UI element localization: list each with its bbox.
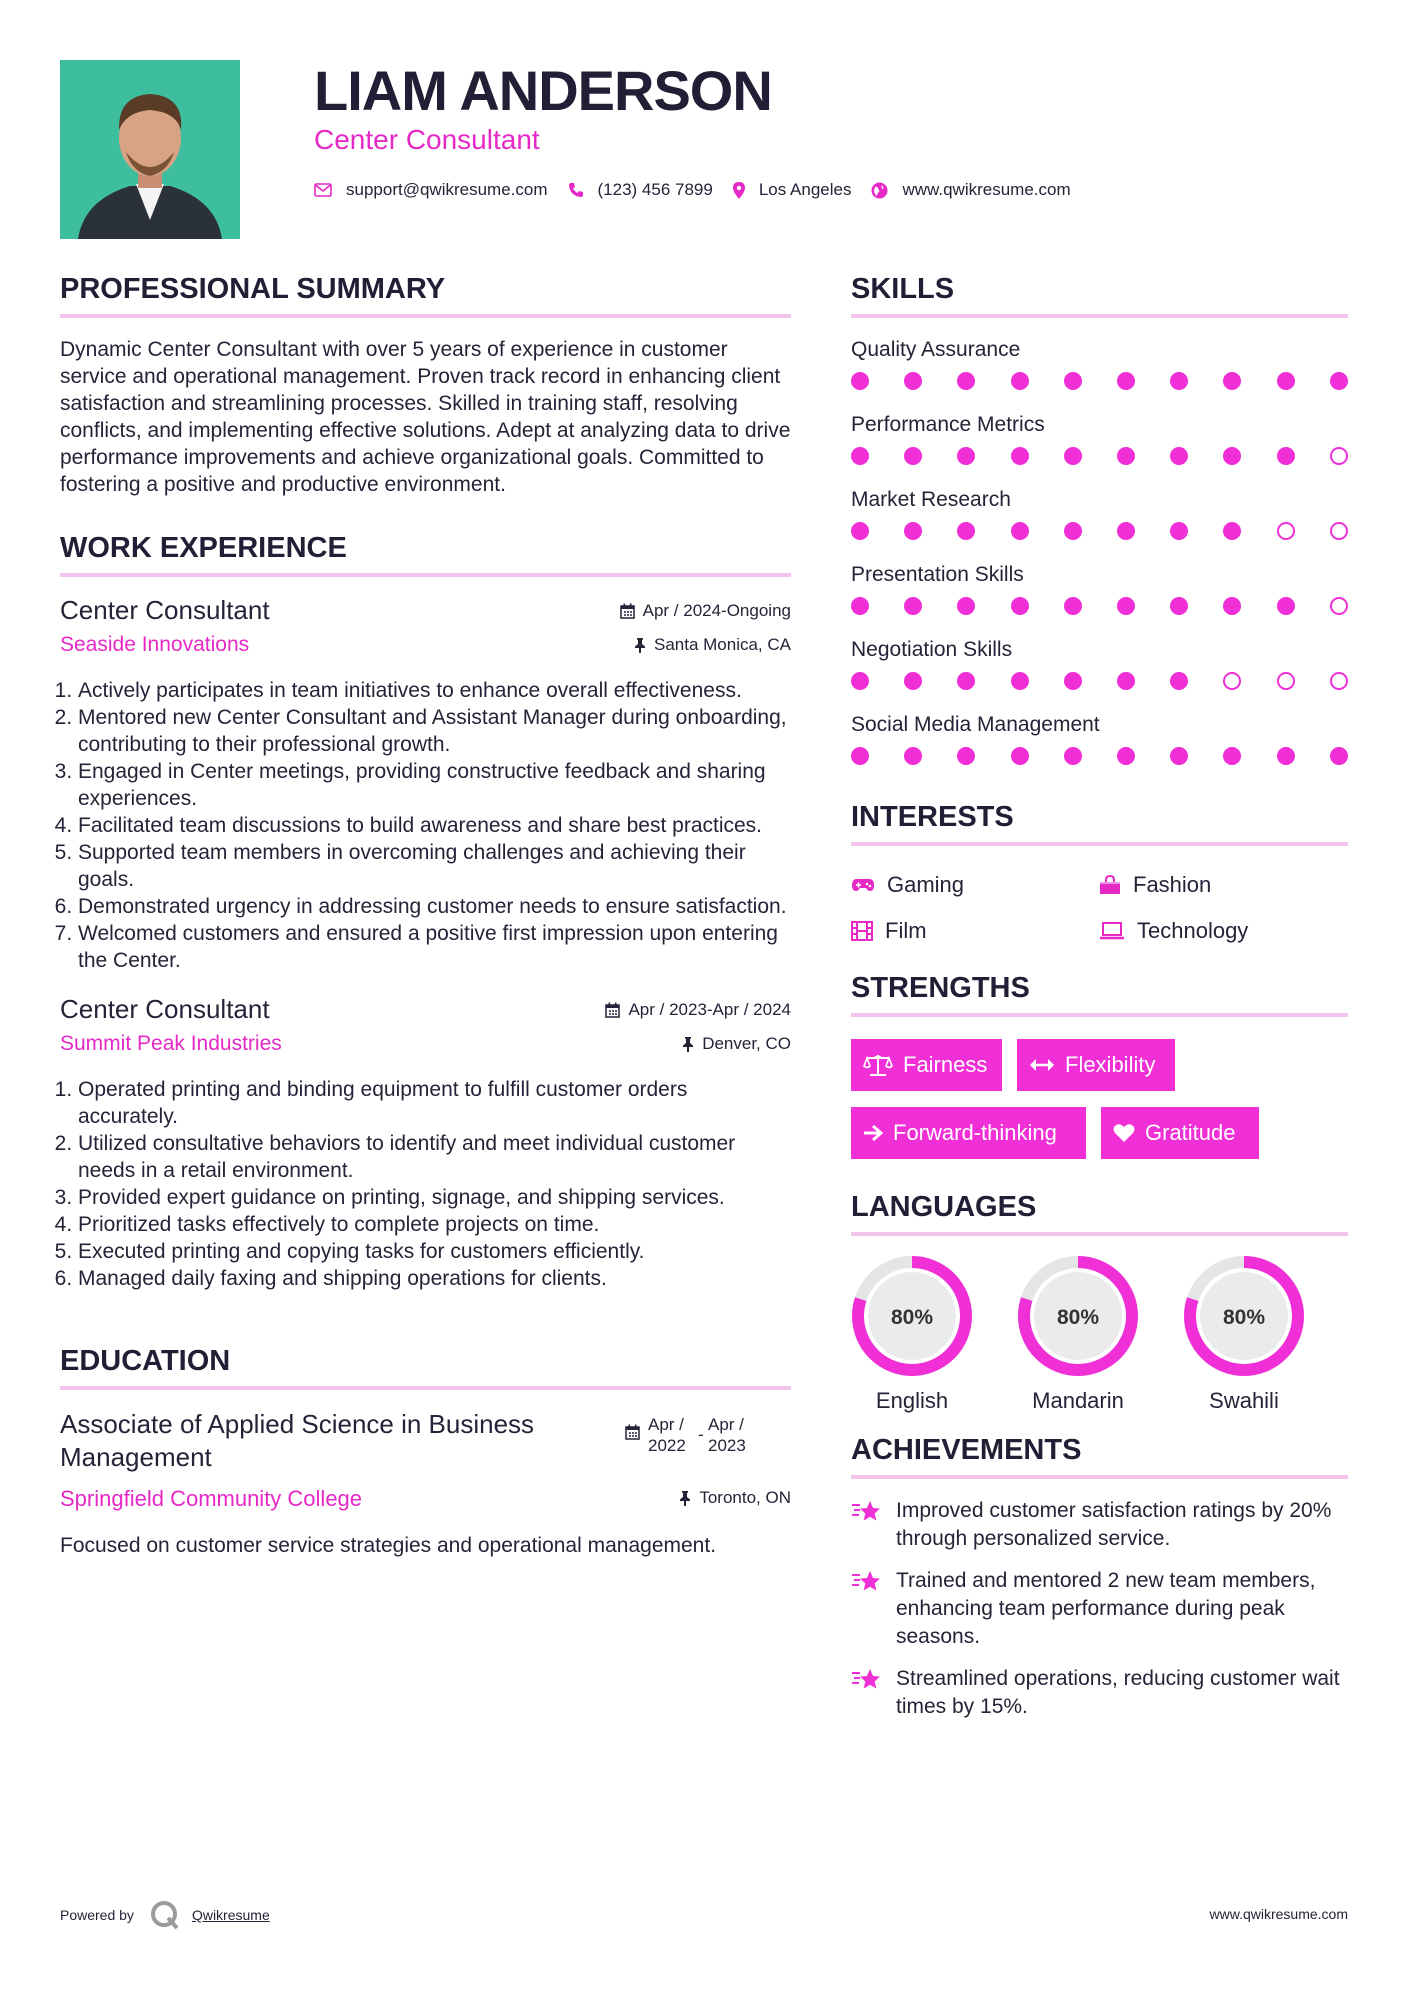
rating-dot-filled [904, 672, 922, 690]
rating-dot-filled [1170, 372, 1188, 390]
rating-dot-filled [1223, 522, 1241, 540]
education-end: Apr / 2023 [708, 1415, 746, 1455]
section-title: ACHIEVEMENTS [851, 1434, 1082, 1466]
rating-dot-filled [1011, 447, 1029, 465]
list-item: 3. Engaged in Center meetings, providing constructive feedback and sharing experiences. [78, 758, 791, 812]
list-item: 2. Utilized consultative behaviors to identify and meet individual customer needs in a retail environment. [78, 1130, 791, 1184]
job-title: Center Consultant [60, 994, 270, 1024]
section-divider [851, 1232, 1348, 1236]
language-name: Swahili [1209, 1388, 1279, 1413]
rating-dot-filled [1117, 672, 1135, 690]
contact-email[interactable] [314, 180, 548, 200]
job-duties [60, 1076, 791, 1292]
list-item: 7. Welcomed customers and ensured a positive first impression upon entering the Center. [78, 920, 791, 974]
skill-rating [851, 514, 1348, 561]
job-company: Seaside Innovations [60, 633, 250, 656]
section-divider [60, 573, 791, 577]
rating-dot-filled [957, 672, 975, 690]
globe-icon [871, 182, 888, 199]
skill-row [851, 336, 1348, 411]
balance-scale-icon [863, 1053, 893, 1077]
rating-dot-filled [1011, 522, 1029, 540]
rating-dot-filled [1223, 372, 1241, 390]
rating-dot-filled [1011, 372, 1029, 390]
rating-dot-filled [1064, 747, 1082, 765]
section-title: WORK EXPERIENCE [60, 532, 347, 564]
rating-dot-filled [957, 747, 975, 765]
job-entry [60, 994, 791, 1292]
job-entry [60, 595, 791, 974]
rating-dot-filled [904, 597, 922, 615]
languages-section [851, 1190, 1348, 1414]
rating-dot-empty [1277, 522, 1295, 540]
strength-badge: Forward-thinking [851, 1107, 1086, 1159]
rating-dot-filled [1011, 597, 1029, 615]
rating-dot-empty [1330, 522, 1348, 540]
candidate-title: Center Consultant [314, 124, 540, 155]
achievement-item: Streamlined operations, reducing customer wait times by 15%. [851, 1665, 1348, 1721]
language-item [850, 1254, 974, 1414]
rating-dot-filled [1277, 372, 1295, 390]
contact-location [733, 180, 852, 200]
section-title: EDUCATION [60, 1345, 231, 1377]
rating-dot-filled [904, 372, 922, 390]
rating-dot-filled [1064, 522, 1082, 540]
education-description: Focused on customer service strategies and operational management. [60, 1534, 717, 1557]
section-divider [60, 314, 791, 318]
pushpin-icon [682, 1036, 694, 1052]
language-ring [1182, 1254, 1306, 1378]
rating-dot-filled [1117, 597, 1135, 615]
section-title: STRENGTHS [851, 972, 1030, 1004]
skill-name: Quality Assurance [851, 338, 1021, 361]
rating-dot-filled [1277, 447, 1295, 465]
skill-name: Market Research [851, 488, 1011, 511]
rating-dot-filled [1223, 747, 1241, 765]
list-item: 1. Actively participates in team initiatives to enhance overall effectiveness. [78, 677, 791, 704]
rating-dot-filled [851, 597, 869, 615]
arrow-right-icon [863, 1124, 883, 1142]
skill-rating [851, 739, 1348, 786]
rating-dot-filled [851, 672, 869, 690]
language-ring [1016, 1254, 1140, 1378]
strength-badge: Fairness [851, 1039, 1002, 1091]
rating-dot-filled [957, 597, 975, 615]
skill-rating [851, 364, 1348, 411]
rating-dot-filled [1064, 597, 1082, 615]
experience-section [60, 531, 791, 1292]
rating-dot-filled [1330, 747, 1348, 765]
list-item: 6. Managed daily faxing and shipping operations for clients. [78, 1265, 791, 1292]
rating-dot-filled [851, 372, 869, 390]
calendar-icon [625, 1424, 640, 1440]
achievement-item: Improved customer satisfaction ratings by 20% through personalized service. [851, 1497, 1348, 1553]
pushpin-icon [679, 1490, 691, 1506]
section-divider [851, 842, 1348, 846]
education-dates [625, 1414, 758, 1456]
rating-dot-filled [1170, 447, 1188, 465]
achievement-item: Trained and mentored 2 new team members, enhancing team performance during peak seasons. [851, 1567, 1348, 1651]
skill-row [851, 411, 1348, 486]
rating-dot-filled [1117, 747, 1135, 765]
rating-dot-filled [1064, 372, 1082, 390]
skill-name: Performance Metrics [851, 413, 1045, 436]
website-text: www.qwikresume.com [902, 180, 1071, 199]
job-duties [60, 677, 791, 974]
rating-dot-filled [1277, 747, 1295, 765]
job-company: Summit Peak Industries [60, 1032, 282, 1055]
rating-dot-empty [1277, 672, 1295, 690]
skills-list [851, 336, 1348, 786]
summary-section [60, 272, 791, 498]
right-column [851, 272, 1348, 1735]
laptop-icon [1099, 922, 1125, 940]
language-percent: 80% [890, 1306, 934, 1329]
rating-dot-filled [957, 447, 975, 465]
rating-dot-filled [851, 447, 869, 465]
candidate-name: LIAM ANDERSON [314, 59, 772, 122]
shooting-star-icon [851, 1499, 883, 1525]
shooting-star-icon [851, 1569, 883, 1595]
rating-dot-filled [957, 372, 975, 390]
rating-dot-empty [1330, 672, 1348, 690]
rating-dot-filled [1011, 747, 1029, 765]
skill-row [851, 561, 1348, 636]
section-divider [851, 314, 1348, 318]
job-location: Santa Monica, CA [634, 635, 791, 655]
shopping-bag-icon [1099, 875, 1121, 895]
calendar-icon [605, 1002, 620, 1018]
list-item: 2. Mentored new Center Consultant and Assistant Manager during onboarding, contributing to their professional growth. [78, 704, 791, 758]
email-text: support@qwikresume.com [346, 180, 548, 199]
education-location: Toronto, ON [679, 1488, 791, 1508]
language-percent: 80% [1222, 1306, 1266, 1329]
summary-text: Dynamic Center Consultant with over 5 years of experience in customer service and operational management. Proven track record in enhancing client satisfaction and streamlining processes. Skilled in training staff, resolving conflicts, and implementing effective solutions. Adept at analyzing data to drive performance improvements and achieve organizational goals. Committed to fostering a positive and productive environment. [60, 338, 791, 496]
rating-dot-filled [904, 747, 922, 765]
job-dates: Apr / 2023-Apr / 2024 [605, 1000, 791, 1020]
list-item: 1. Operated printing and binding equipment to fulfill customer orders accurately. [78, 1076, 791, 1130]
degree-title: Associate of Applied Science in Business Management [60, 1409, 535, 1472]
powered-by-text: Powered by [60, 1907, 134, 1923]
rating-dot-filled [1064, 447, 1082, 465]
list-item: 5. Executed printing and copying tasks for customers efficiently. [78, 1238, 791, 1265]
achievements-section [851, 1433, 1348, 1721]
interest-item: Technology [1099, 918, 1248, 944]
profile-photo [60, 60, 240, 239]
left-column [60, 272, 791, 1558]
language-item [1182, 1254, 1306, 1414]
skill-name: Presentation Skills [851, 563, 1024, 586]
envelope-icon [314, 183, 332, 197]
strength-badge: Flexibility [1017, 1039, 1175, 1091]
rating-dot-filled [1223, 597, 1241, 615]
interest-item: Film [851, 918, 927, 944]
strengths-section [851, 971, 1348, 1169]
location-text: Los Angeles [758, 180, 852, 199]
rating-dot-filled [904, 522, 922, 540]
skill-row [851, 636, 1348, 711]
rating-dot-filled [1330, 372, 1348, 390]
education-section [60, 1344, 791, 1558]
calendar-icon [620, 603, 635, 619]
section-divider [60, 1386, 791, 1390]
double-arrow-icon [1029, 1058, 1055, 1072]
list-item: 6. Demonstrated urgency in addressing customer needs to ensure satisfaction. [78, 893, 791, 920]
skill-rating [851, 664, 1348, 711]
rating-dot-empty [1330, 447, 1348, 465]
language-ring [850, 1254, 974, 1378]
rating-dot-filled [1011, 672, 1029, 690]
rating-dot-filled [851, 747, 869, 765]
section-divider [851, 1475, 1348, 1479]
brand-link[interactable]: Qwikresume [191, 1907, 270, 1923]
footer-powered-by [60, 1900, 270, 1930]
heart-icon [1113, 1123, 1135, 1143]
language-percent: 80% [1056, 1306, 1100, 1329]
shooting-star-icon [851, 1667, 883, 1693]
skill-name: Social Media Management [851, 713, 1100, 736]
phone-icon [568, 182, 584, 198]
section-title: LANGUAGES [851, 1191, 1037, 1223]
film-icon [851, 921, 873, 941]
interests-section [851, 800, 1348, 950]
contact-website[interactable] [871, 180, 1070, 200]
rating-dot-filled [1117, 447, 1135, 465]
skill-row [851, 711, 1348, 786]
list-item: 4. Facilitated team discussions to build awareness and share best practices. [78, 812, 791, 839]
section-title: PROFESSIONAL SUMMARY [60, 273, 446, 305]
skill-row [851, 486, 1348, 561]
list-item: 4. Prioritized tasks effectively to complete projects on time. [78, 1211, 791, 1238]
job-location: Denver, CO [682, 1034, 791, 1054]
rating-dot-filled [1170, 747, 1188, 765]
rating-dot-empty [1330, 597, 1348, 615]
rating-dot-filled [1170, 672, 1188, 690]
skill-rating [851, 439, 1348, 486]
rating-dot-filled [1277, 597, 1295, 615]
skill-rating [851, 589, 1348, 636]
gamepad-icon [851, 877, 875, 893]
rating-dot-filled [1170, 522, 1188, 540]
rating-dot-filled [904, 447, 922, 465]
rating-dot-filled [1064, 672, 1082, 690]
rating-dot-filled [1117, 372, 1135, 390]
contact-bar [314, 178, 1091, 202]
job-title: Center Consultant [60, 595, 270, 625]
job-dates: Apr / 2024-Ongoing [620, 601, 791, 621]
language-item [1016, 1254, 1140, 1414]
list-item: 3. Provided expert guidance on printing, signage, and shipping services. [78, 1184, 791, 1211]
interest-item: Gaming [851, 872, 964, 898]
qwikresume-logo-icon [150, 1900, 180, 1930]
section-divider [851, 1013, 1348, 1017]
pushpin-icon [634, 637, 646, 653]
education-start: Apr / 2022 [648, 1415, 686, 1455]
school-name: Springfield Community College [60, 1486, 363, 1511]
phone-text: (123) 456 7899 [597, 180, 713, 199]
rating-dot-filled [1223, 447, 1241, 465]
language-name: Mandarin [1032, 1388, 1124, 1413]
section-title: INTERESTS [851, 801, 1014, 833]
language-name: English [875, 1388, 949, 1413]
rating-dot-filled [851, 522, 869, 540]
map-pin-icon [733, 182, 745, 199]
interest-item: Fashion [1099, 872, 1211, 898]
rating-dot-empty [1223, 672, 1241, 690]
skill-name: Negotiation Skills [851, 638, 1013, 661]
contact-phone[interactable] [568, 180, 713, 200]
footer-url[interactable]: www.qwikresume.com [1209, 1906, 1348, 1922]
rating-dot-filled [1117, 522, 1135, 540]
rating-dot-filled [957, 522, 975, 540]
strength-badge: Gratitude [1101, 1107, 1259, 1159]
section-title: SKILLS [851, 273, 955, 305]
list-item: 5. Supported team members in overcoming challenges and achieving their goals. [78, 839, 791, 893]
education-date-separator: - [698, 1425, 704, 1444]
rating-dot-filled [1170, 597, 1188, 615]
skills-section [851, 272, 1348, 786]
